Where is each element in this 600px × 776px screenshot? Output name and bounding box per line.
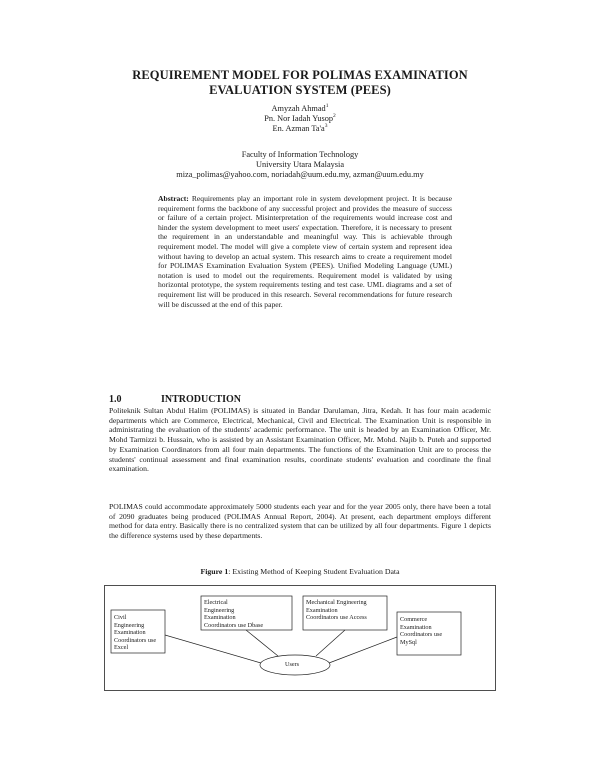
paper-title xyxy=(60,68,540,98)
figure-caption-text: : Existing Method of Keeping Student Evaluation Data xyxy=(228,567,400,576)
figure-caption xyxy=(100,567,500,576)
author-1: Amyzah Ahmad$^1$ xyxy=(271,103,329,113)
faculty-name: Faculty of Information Technology xyxy=(241,150,359,159)
section-number: 1.0 xyxy=(109,394,122,405)
title-line-2: EVALUATION SYSTEM (PEES) xyxy=(209,83,391,97)
connector-civil xyxy=(165,635,261,663)
section-title: INTRODUCTION xyxy=(161,394,242,405)
abstract-text: Requirements play an important role in system development project. It is because requirement forms the backbone of any successful project and provides the measure of success or failure of a certain project. Misinterpretation of the requirements would increase cost and hinder the system development to meet users' expectation. Therefore, it is necessary to present the requirement in an understandable and meaningful way. This is achievable through requirement model. The model will give a complete view of certain system and represent idea without having to develop an actual system. This research aims to create a requirement model for POLIMAS Examination Evaluation System (PEES). Unified Modeling Language (UML) notation is used to model out the requirements. Requirement model is validated by using horizontal prototype, the system requirements testing and test case. UML diagrams and a set of requirement list will be produced in this research. Several recommendations for future research will be discussed at the end of this paper. xyxy=(158,194,452,309)
author-emails: miza_polimas@yahoo.com, noriadah@uum.edu.my, azman@uum.edu.my xyxy=(176,170,424,180)
figure-label: Figure 1 xyxy=(200,567,229,576)
civil-box-label: Civil Engineering Examination Coordinators use Excel xyxy=(114,614,157,652)
author-list xyxy=(100,104,500,135)
connector-electrical xyxy=(246,630,278,656)
university-name: University Utara Malaysia xyxy=(255,160,344,170)
electrical-box-label: Electrical Engineering Examination Coordinators use Dbase xyxy=(204,599,264,629)
users-label: Users xyxy=(285,661,300,668)
mechanical-box-label: Mechanical Engineering Examination Coordinators use Access xyxy=(306,599,367,622)
title-line-1: REQUIREMENT MODEL FOR POLIMAS EXAMINATION xyxy=(132,68,468,82)
abstract xyxy=(158,194,452,309)
author-2: Pn. Nor Iadah Yusop$^2$ xyxy=(264,113,336,124)
intro-paragraph-1: Politeknik Sultan Abdul Halim (POLIMAS) is situated in Bandar Darulaman, Jitra, Kedah. It has four main academic departments which are Commerce, Electrical, Mechanical, Civil and Electrical. The Examination Unit is responsible in administrating the evaluation of the students' academic performance. The unit is headed by an Examination Officer, Mr. Mohd Tarmizzi b. Hussain, who is assisted by an Assistant Examination Officer, Mr. Mohd. Najib b. Puteh and supported by Examination Coordinators from all four main departments. The functions of the Examination Unit are to process the students' continual assessment and final examination results, coordinate students' evaluation and coordinate the final examination. xyxy=(109,406,491,474)
figure-1-diagram xyxy=(104,585,496,691)
commerce-box-label: Commerce Examination Coordinators use MySql xyxy=(400,616,443,646)
affiliation xyxy=(80,150,520,181)
intro-paragraph-2: POLIMAS could accommodate approximately 5000 students each year and for the year 2005 only, there have been a total of 2090 graduates being produced (POLIMAS Annual Report, 2004). At present, each department employs different method for data entry. Basically there is no centralized system that can be utilized by all four departments. Figure 1 depicts the difference systems used by these departments. xyxy=(109,502,491,541)
connector-mechanical xyxy=(316,630,345,656)
connector-commerce xyxy=(329,637,397,663)
author-3: En. Azman $Ta'a^3$ xyxy=(272,123,328,134)
section-heading xyxy=(109,394,241,405)
abstract-label: Abstract: xyxy=(158,194,189,203)
